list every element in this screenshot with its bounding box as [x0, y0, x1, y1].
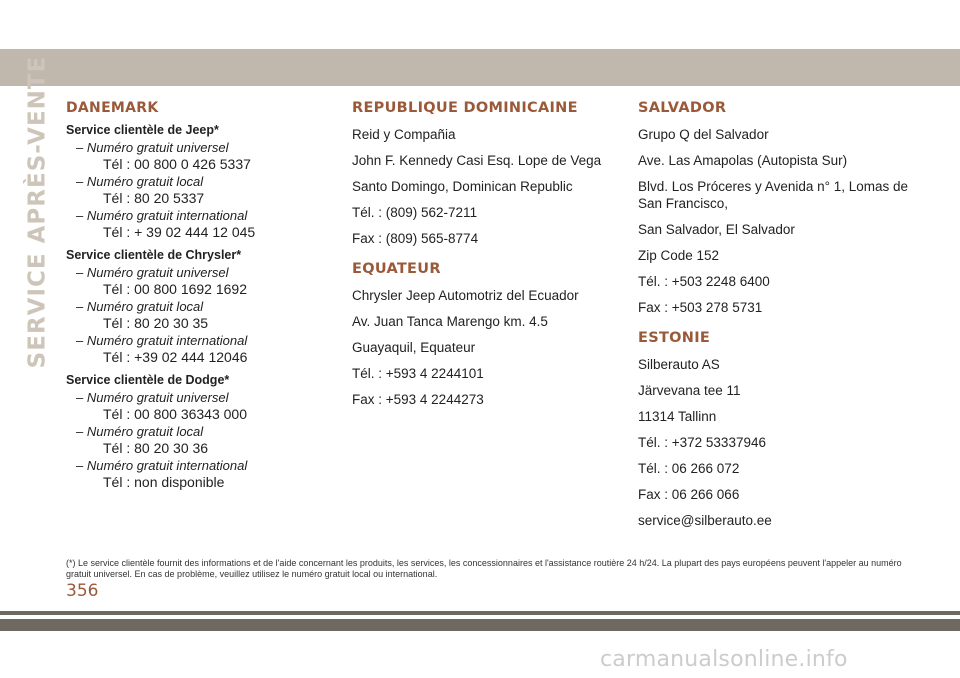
- side-label-text: SERVICE APRÈS-VENTE: [24, 55, 50, 369]
- address-line: Järvevana tee 11: [638, 383, 741, 398]
- address-line: Av. Juan Tanca Marengo km. 4.5: [352, 314, 548, 329]
- address-line: Reid y Compañia: [352, 127, 456, 142]
- option-label: – Numéro gratuit local: [88, 298, 336, 315]
- address-line: Guayaquil, Equateur: [352, 340, 476, 355]
- footnote: (*) Le service clientèle fournit des informations et de l'aide concernant les produits, les services, les concessionnaires et l'assistance routière 24 h/24. La plupart des pays européens peuvent l'appeler au numéro gratuit universel. En cas de problème, veuillez utilisez le numéro gratuit local ou international.: [66, 558, 902, 579]
- option-label: – Numéro gratuit international: [88, 332, 336, 349]
- fax-line: Fax : +593 4 2244273: [352, 392, 484, 407]
- option-label: – Numéro gratuit local: [88, 173, 336, 190]
- address-line: Santo Domingo, Dominican Republic: [352, 179, 573, 194]
- column-rep-dom-equateur: [352, 100, 622, 408]
- address-line: Silberauto AS: [638, 357, 720, 372]
- option-label: – Numéro gratuit local: [88, 423, 336, 440]
- address-line: Chrysler Jeep Automotriz del Ecuador: [352, 288, 579, 303]
- address-line: Blvd. Los Próceres y Avenida n° 1, Lomas de San Francisco,: [638, 179, 909, 211]
- phone-number: Tél : 80 20 30 35: [103, 315, 209, 331]
- phone-line: Tél. : +593 4 2244101: [352, 366, 484, 381]
- option-label: – Numéro gratuit international: [88, 457, 336, 474]
- heading-equateur: EQUATEUR: [352, 261, 441, 277]
- phone-line: Tél. : +372 53337946: [638, 435, 766, 450]
- section-side-label: [22, 55, 52, 369]
- service-chrysler-title: Service clientèle de Chrysler*: [66, 248, 242, 262]
- phone-number: Tél : 00 800 36343 000: [103, 406, 248, 422]
- heading-republique-dominicaine: REPUBLIQUE DOMINICAINE: [352, 100, 578, 116]
- fax-line: Fax : 06 266 066: [638, 487, 740, 502]
- phone-number: Tél : 00 800 1692 1692: [103, 281, 248, 297]
- watermark: carmanualsonline.info: [600, 647, 848, 672]
- address-line: Ave. Las Amapolas (Autopista Sur): [638, 153, 848, 168]
- phone-number: Tél : 80 20 30 36: [103, 440, 209, 456]
- phone-number: Tél : non disponible: [103, 474, 225, 490]
- option-label: – Numéro gratuit international: [88, 207, 336, 224]
- option-label: – Numéro gratuit universel: [88, 139, 336, 156]
- phone-line: Tél. : +503 2248 6400: [638, 274, 770, 289]
- address-line: San Salvador, El Salvador: [638, 222, 795, 237]
- fax-line: Fax : (809) 565-8774: [352, 231, 479, 246]
- top-header-bar: [0, 49, 960, 86]
- column-salvador-estonie: [638, 100, 928, 529]
- heading-estonie: ESTONIE: [638, 330, 711, 346]
- fax-line: Fax : +503 278 5731: [638, 300, 763, 315]
- phone-number: Tél : 00 800 0 426 5337: [103, 156, 251, 172]
- email-line: service@silberauto.ee: [638, 513, 772, 528]
- phone-number: Tél : 80 20 5337: [103, 190, 205, 206]
- heading-danemark: DANEMARK: [66, 100, 159, 116]
- zip-line: Zip Code 152: [638, 248, 720, 263]
- service-dodge-title: Service clientèle de Dodge*: [66, 373, 230, 387]
- address-line: John F. Kennedy Casi Esq. Lope de Vega: [352, 153, 602, 168]
- address-line: Grupo Q del Salvador: [638, 127, 769, 142]
- phone-number: Tél : +39 02 444 12046: [103, 349, 248, 365]
- option-label: – Numéro gratuit universel: [88, 389, 336, 406]
- service-jeep-title: Service clientèle de Jeep*: [66, 123, 219, 137]
- page-number: 356: [66, 581, 99, 601]
- phone-number: Tél : + 39 02 444 12 045: [103, 224, 256, 240]
- column-danemark: [66, 100, 336, 491]
- address-line: 11314 Tallinn: [638, 409, 717, 424]
- heading-salvador: SALVADOR: [638, 100, 727, 116]
- phone-line: Tél. : 06 266 072: [638, 461, 740, 476]
- option-label: – Numéro gratuit universel: [88, 264, 336, 281]
- bottom-rule-thick: [0, 619, 960, 631]
- bottom-rule-thin: [0, 611, 960, 615]
- phone-line: Tél. : (809) 562-7211: [352, 205, 478, 220]
